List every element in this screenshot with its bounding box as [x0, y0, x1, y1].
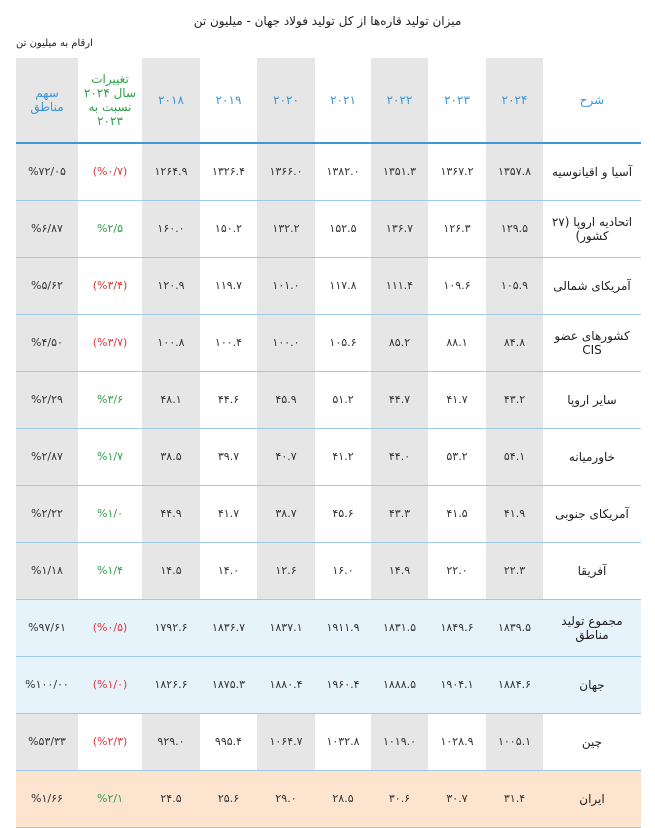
cell-v2020: ۲۹.۰ — [257, 770, 315, 827]
table-row — [16, 371, 641, 428]
cell-v2018: ۱۸۲۶.۶ — [142, 656, 200, 713]
cell-change: %۳/۶ — [78, 371, 142, 428]
header-2019: ۲۰۱۹ — [200, 58, 257, 143]
cell-share: %۲/۸۷ — [16, 428, 78, 485]
cell-share: %۷۲/۰۵ — [16, 143, 78, 200]
cell-v2020: ۱۳۶۶.۰ — [257, 143, 315, 200]
cell-v2023: ۱۲۶.۳ — [428, 200, 486, 257]
table-row — [16, 257, 641, 314]
cell-v2019: ۹۹۵.۴ — [200, 713, 257, 770]
cell-v2022: ۴۴.۷ — [371, 371, 428, 428]
cell-share: %۴/۵۰ — [16, 314, 78, 371]
header-2021: ۲۰۲۱ — [315, 58, 371, 143]
cell-v2019: ۱۱۹.۷ — [200, 257, 257, 314]
cell-v2022: ۱۴.۹ — [371, 542, 428, 599]
cell-v2018: ۴۴.۹ — [142, 485, 200, 542]
table-row — [16, 713, 641, 770]
cell-name: ایران — [543, 770, 641, 827]
cell-share: %۶/۸۷ — [16, 200, 78, 257]
cell-change: %۲/۱ — [78, 770, 142, 827]
cell-v2019: ۴۴.۶ — [200, 371, 257, 428]
cell-change: %۲/۵ — [78, 200, 142, 257]
cell-change: (%۳/۴) — [78, 257, 142, 314]
cell-v2019: ۱۴.۰ — [200, 542, 257, 599]
header-share: سهم مناطق — [16, 58, 78, 143]
table-row — [16, 200, 641, 257]
cell-v2021: ۱۰۵.۶ — [315, 314, 371, 371]
cell-v2024: ۱۸۳۹.۵ — [486, 599, 543, 656]
cell-v2024: ۵۴.۱ — [486, 428, 543, 485]
cell-v2024: ۴۳.۲ — [486, 371, 543, 428]
cell-v2018: ۹۲۹.۰ — [142, 713, 200, 770]
header-2018: ۲۰۱۸ — [142, 58, 200, 143]
cell-v2020: ۴۰.۷ — [257, 428, 315, 485]
table-row — [16, 485, 641, 542]
cell-v2024: ۴۱.۹ — [486, 485, 543, 542]
cell-v2022: ۱۰۱۹.۰ — [371, 713, 428, 770]
cell-name: آسیا و اقیانوسیه — [543, 143, 641, 200]
cell-v2024: ۱۳۵۷.۸ — [486, 143, 543, 200]
cell-v2023: ۴۱.۵ — [428, 485, 486, 542]
cell-share: %۹۷/۶۱ — [16, 599, 78, 656]
cell-share: %۱/۶۶ — [16, 770, 78, 827]
cell-v2022: ۱۳۶.۷ — [371, 200, 428, 257]
cell-v2023: ۳۰.۷ — [428, 770, 486, 827]
cell-v2024: ۱۰۰۵.۱ — [486, 713, 543, 770]
cell-v2019: ۱۸۷۵.۳ — [200, 656, 257, 713]
table-row — [16, 770, 641, 827]
cell-v2021: ۱۹۱۱.۹ — [315, 599, 371, 656]
cell-v2019: ۴۱.۷ — [200, 485, 257, 542]
cell-v2018: ۱۷۹۲.۶ — [142, 599, 200, 656]
cell-change: %۱/۴ — [78, 542, 142, 599]
steel-production-table — [16, 58, 641, 828]
cell-v2018: ۱۶۰.۰ — [142, 200, 200, 257]
table-title: میزان تولید قاره‌ها از کل تولید فولاد جهان - میلیون تن — [193, 14, 462, 28]
cell-name: آفریقا — [543, 542, 641, 599]
unit-note: ارقام به میلیون تن — [16, 38, 93, 49]
cell-share: %۵۳/۳۳ — [16, 713, 78, 770]
table-row — [16, 542, 641, 599]
cell-v2024: ۱۸۸۴.۶ — [486, 656, 543, 713]
cell-v2019: ۱۵۰.۲ — [200, 200, 257, 257]
header-2022: ۲۰۲۲ — [371, 58, 428, 143]
cell-v2021: ۱۵۲.۵ — [315, 200, 371, 257]
cell-v2022: ۴۳.۳ — [371, 485, 428, 542]
cell-v2021: ۲۸.۵ — [315, 770, 371, 827]
cell-change: %۱/۰ — [78, 485, 142, 542]
cell-v2021: ۴۵.۶ — [315, 485, 371, 542]
cell-v2020: ۱۸۳۷.۱ — [257, 599, 315, 656]
cell-v2021: ۴۱.۲ — [315, 428, 371, 485]
cell-v2021: ۱۹۶۰.۴ — [315, 656, 371, 713]
cell-change: %۱/۷ — [78, 428, 142, 485]
cell-v2020: ۱۰۰.۰ — [257, 314, 315, 371]
cell-v2024: ۸۴.۸ — [486, 314, 543, 371]
table-row — [16, 599, 641, 656]
table-row — [16, 428, 641, 485]
cell-v2023: ۱۰۹.۶ — [428, 257, 486, 314]
cell-share: %۲/۲۲ — [16, 485, 78, 542]
header-2020: ۲۰۲۰ — [257, 58, 315, 143]
cell-share: %۱/۱۸ — [16, 542, 78, 599]
cell-v2023: ۵۳.۲ — [428, 428, 486, 485]
cell-v2024: ۳۱.۴ — [486, 770, 543, 827]
cell-v2019: ۱۰۰.۴ — [200, 314, 257, 371]
cell-name: آمریکای شمالی — [543, 257, 641, 314]
header-desc: شرح — [543, 58, 641, 143]
cell-v2020: ۳۸.۷ — [257, 485, 315, 542]
cell-v2019: ۳۹.۷ — [200, 428, 257, 485]
cell-v2023: ۴۱.۷ — [428, 371, 486, 428]
header-row — [16, 58, 641, 143]
cell-v2022: ۱۸۸۸.۵ — [371, 656, 428, 713]
cell-name: کشورهای عضو CIS — [543, 314, 641, 371]
cell-v2023: ۱۸۴۹.۶ — [428, 599, 486, 656]
cell-change: (%۲/۳) — [78, 713, 142, 770]
cell-name: آمریکای جنوبی — [543, 485, 641, 542]
cell-name: خاورمیانه — [543, 428, 641, 485]
table-row — [16, 656, 641, 713]
cell-v2024: ۲۲.۳ — [486, 542, 543, 599]
cell-change: (%۰/۷) — [78, 143, 142, 200]
cell-v2020: ۱۸۸۰.۴ — [257, 656, 315, 713]
cell-v2020: ۱۰۱.۰ — [257, 257, 315, 314]
cell-v2023: ۸۸.۱ — [428, 314, 486, 371]
cell-v2023: ۱۳۶۷.۲ — [428, 143, 486, 200]
table-row — [16, 314, 641, 371]
cell-v2021: ۱۰۳۲.۸ — [315, 713, 371, 770]
cell-name: چین — [543, 713, 641, 770]
cell-v2022: ۴۴.۰ — [371, 428, 428, 485]
cell-v2022: ۱۳۵۱.۳ — [371, 143, 428, 200]
cell-share: %۵/۶۲ — [16, 257, 78, 314]
cell-v2024: ۱۰۵.۹ — [486, 257, 543, 314]
cell-v2020: ۱۲.۶ — [257, 542, 315, 599]
cell-v2022: ۸۵.۲ — [371, 314, 428, 371]
cell-v2018: ۱۲۶۴.۹ — [142, 143, 200, 200]
cell-v2020: ۱۰۶۴.۷ — [257, 713, 315, 770]
cell-v2020: ۴۵.۹ — [257, 371, 315, 428]
cell-share: %۱۰۰/۰۰ — [16, 656, 78, 713]
cell-v2023: ۱۹۰۴.۱ — [428, 656, 486, 713]
header-change: تغییرات سال ۲۰۲۴ نسبت به ۲۰۲۳ — [78, 58, 142, 143]
cell-v2018: ۱۴.۵ — [142, 542, 200, 599]
cell-v2022: ۳۰.۶ — [371, 770, 428, 827]
cell-name: اتحادیه اروپا (۲۷ کشور) — [543, 200, 641, 257]
cell-v2021: ۵۱.۲ — [315, 371, 371, 428]
cell-v2024: ۱۲۹.۵ — [486, 200, 543, 257]
cell-v2018: ۲۴.۵ — [142, 770, 200, 827]
cell-v2018: ۳۸.۵ — [142, 428, 200, 485]
cell-v2020: ۱۳۲.۲ — [257, 200, 315, 257]
cell-v2018: ۴۸.۱ — [142, 371, 200, 428]
cell-name: مجموع تولید مناطق — [543, 599, 641, 656]
cell-v2019: ۱۳۲۶.۴ — [200, 143, 257, 200]
cell-v2023: ۱۰۲۸.۹ — [428, 713, 486, 770]
cell-v2018: ۱۰۰.۸ — [142, 314, 200, 371]
cell-name: جهان — [543, 656, 641, 713]
cell-v2021: ۱۱۷.۸ — [315, 257, 371, 314]
cell-v2021: ۱۳۸۲.۰ — [315, 143, 371, 200]
table-row — [16, 143, 641, 200]
cell-name: سایر اروپا — [543, 371, 641, 428]
cell-change: (%۳/۷) — [78, 314, 142, 371]
cell-v2019: ۱۸۳۶.۷ — [200, 599, 257, 656]
cell-change: (%۰/۵) — [78, 599, 142, 656]
cell-v2022: ۱۸۳۱.۵ — [371, 599, 428, 656]
header-2023: ۲۰۲۳ — [428, 58, 486, 143]
cell-change: (%۱/۰) — [78, 656, 142, 713]
header-2024: ۲۰۲۴ — [486, 58, 543, 143]
cell-v2023: ۲۲.۰ — [428, 542, 486, 599]
cell-v2022: ۱۱۱.۴ — [371, 257, 428, 314]
cell-v2021: ۱۶.۰ — [315, 542, 371, 599]
cell-share: %۲/۲۹ — [16, 371, 78, 428]
cell-v2019: ۲۵.۶ — [200, 770, 257, 827]
cell-v2018: ۱۲۰.۹ — [142, 257, 200, 314]
